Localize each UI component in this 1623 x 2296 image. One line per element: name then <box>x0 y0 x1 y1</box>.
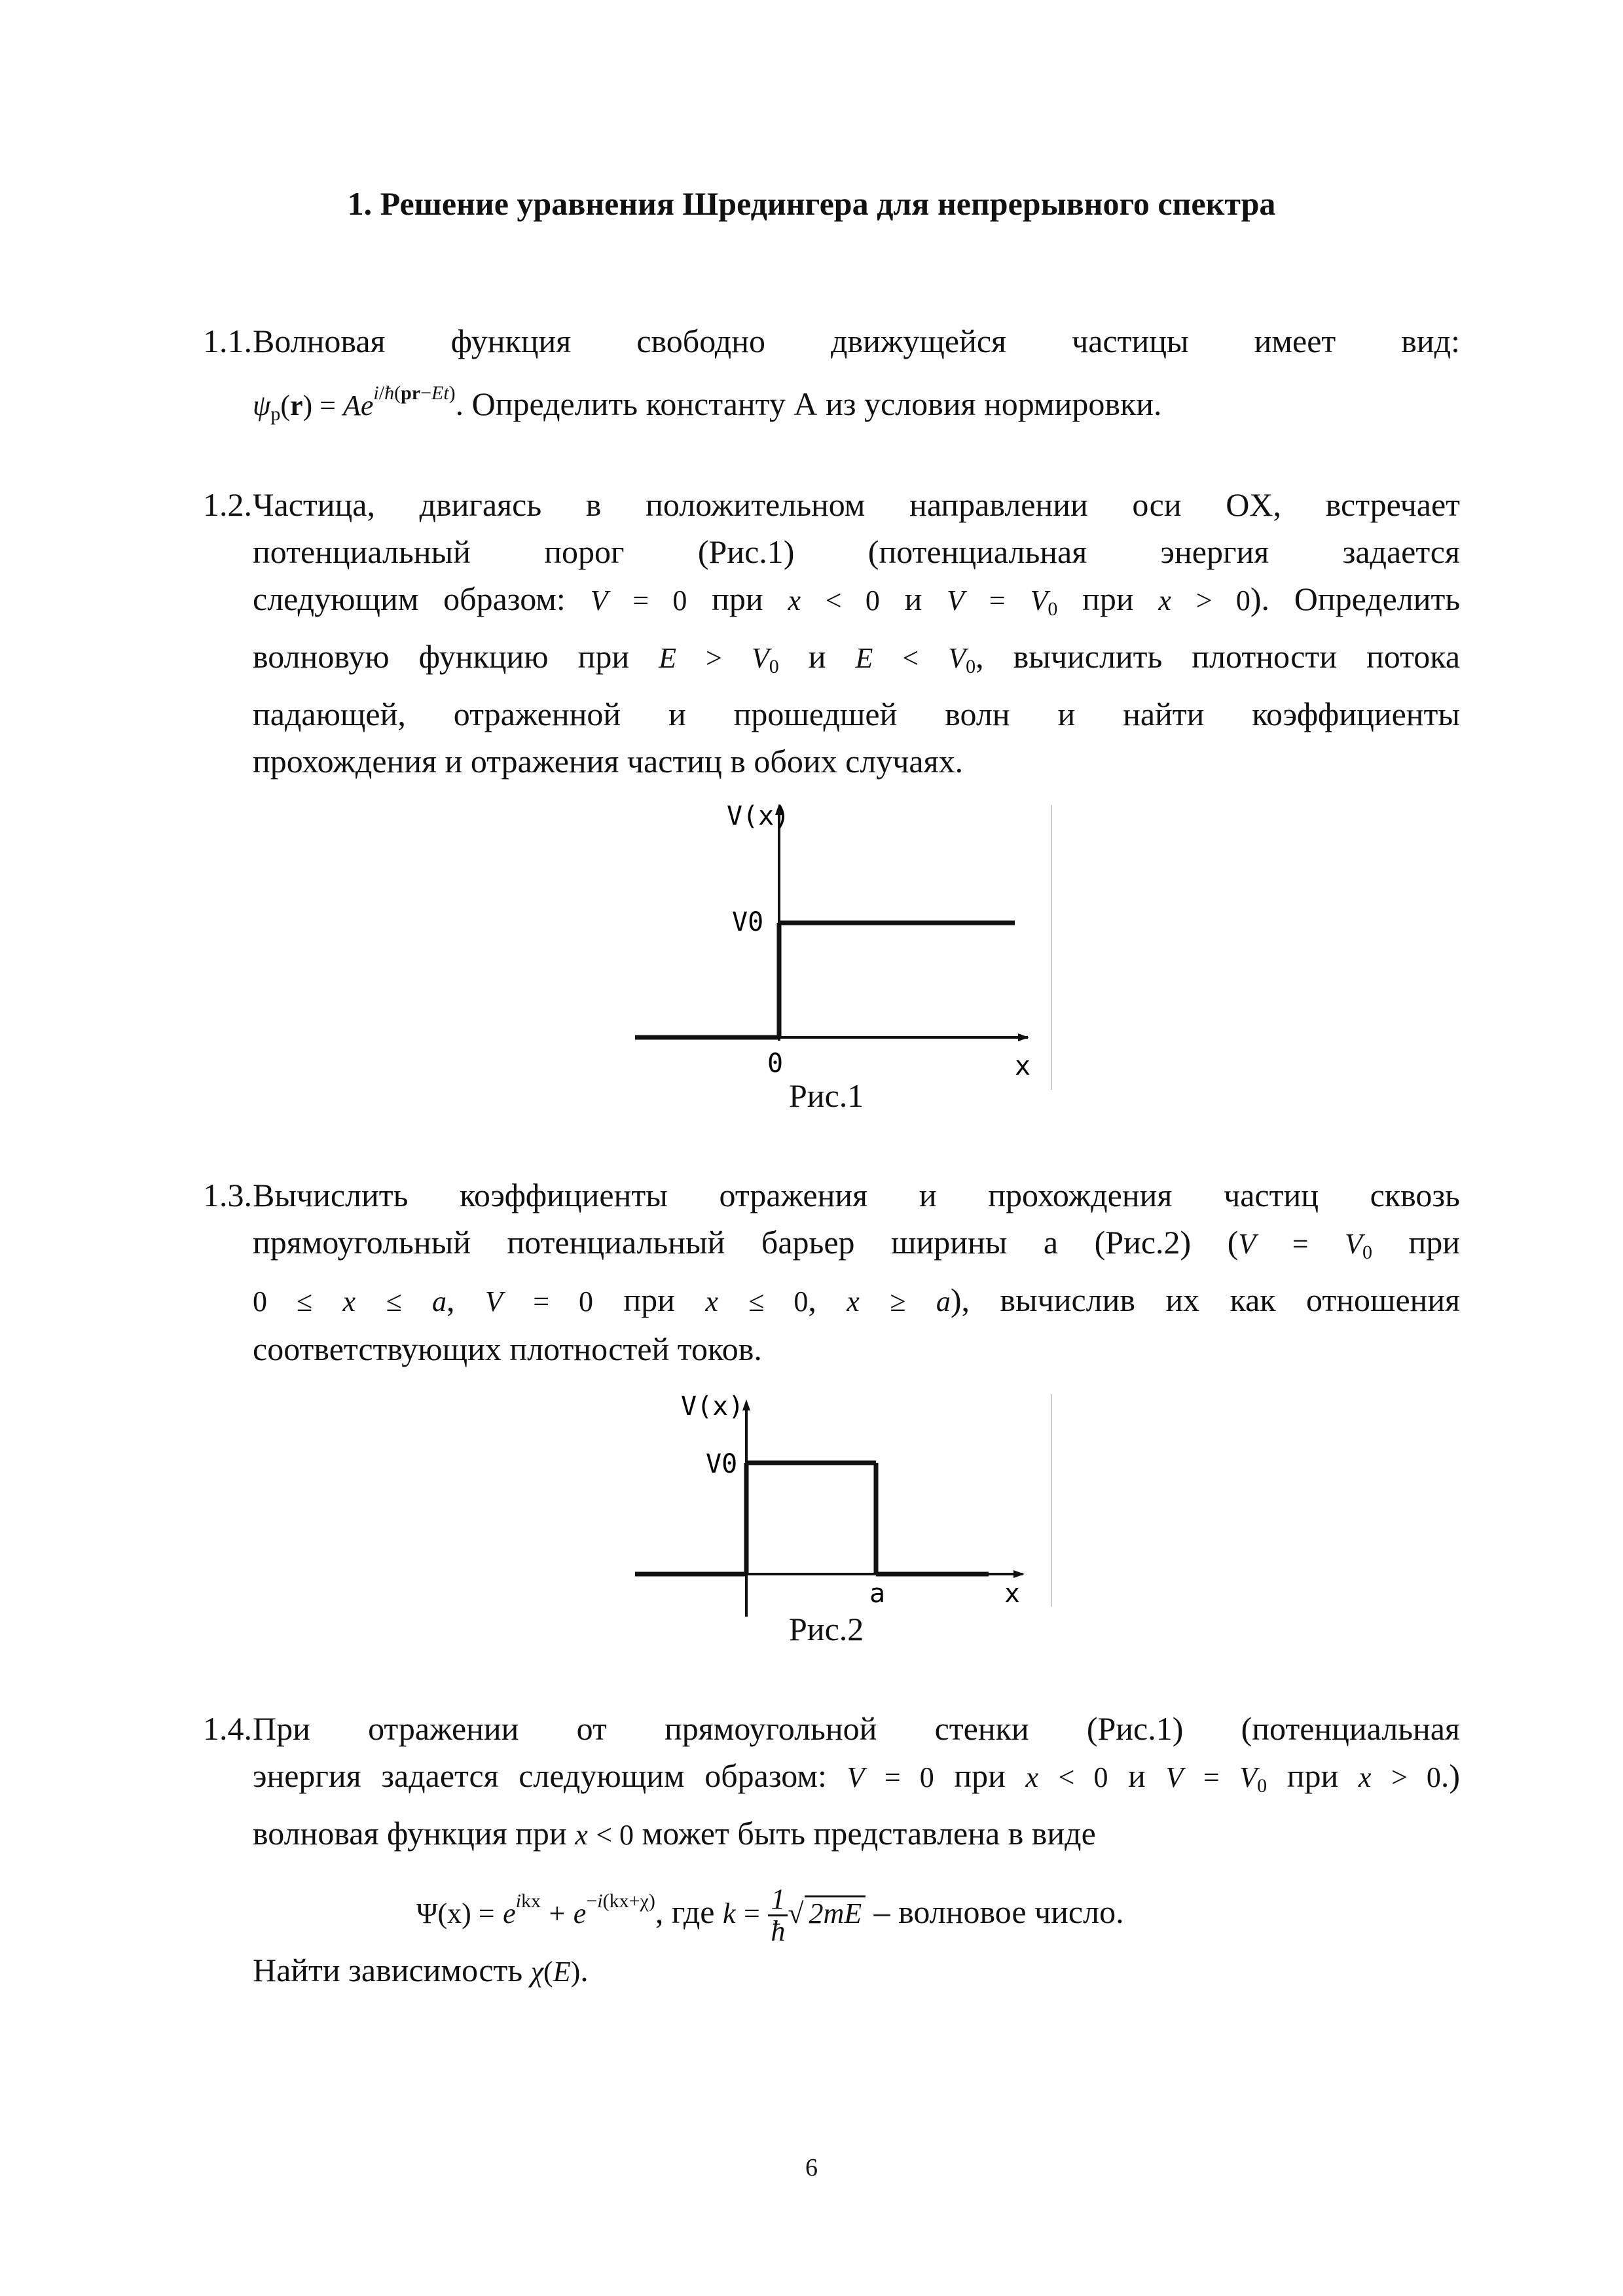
text-fragment: прямоугольный потенциальный барьер ширины а (Рис.2) ( <box>253 1224 1239 1261</box>
text-line: прямоугольный потенциальный барьер ширины а (Рис.2) ($V = V_0$ при <box>253 1224 1461 1263</box>
problem-text: . Определить константу А из условия нормировки. <box>455 386 1162 422</box>
v0-label: V0 <box>732 907 764 937</box>
text-line: Частица, двигаясь в положительном направлении оси OX, встречает <box>253 486 1460 523</box>
wavefunction-formula: $\psi_p(r) = Ae^{i/ħ(pr-Et)}$ <box>253 382 456 425</box>
fraction-1-over-hbar: $\frac{1}{ħ}$ <box>768 1884 788 1946</box>
problem-1-1 <box>203 317 1460 438</box>
text-fragment: , где <box>655 1893 715 1930</box>
problem-number: 1.2. <box>203 486 252 523</box>
wavefunction-line: $\Psi(x) = e^{ikx} + e^{-i(kx+\chi)}$, где k = $\frac{1}{ħ}$ √ 2mE – волновое число. <box>416 1883 1124 1948</box>
text-fragment: и <box>1128 1757 1146 1794</box>
problem-1-3 <box>203 1172 1460 1372</box>
text-fragment: энергия задается следующим образом: <box>253 1757 827 1794</box>
section-title: 1. Решение уравнения Шредингера для непрерывного спектра <box>347 185 1276 222</box>
text-fragment: ), вычислив их как отношения <box>950 1282 1461 1318</box>
text-line: При отражении от прямоугольной стенки (Рис.1) (потенциальная <box>253 1710 1460 1747</box>
width-label: a <box>869 1579 886 1609</box>
y-axis-label: V(x) <box>727 801 790 831</box>
text-line: Волновая функция свободно движущейся частицы имеет вид: <box>253 323 1460 359</box>
problem-number: 1.1. <box>203 323 252 359</box>
text-fragment: при <box>712 581 763 617</box>
text-line: 0 ≤ x ≤ a, V = 0 при x ≤ 0, x ≥ a), вычислив их как отношения <box>253 1282 1461 1318</box>
text-fragment: при <box>1286 1757 1339 1794</box>
text-line: волновую функцию при $E > V_0$ и $E < V_0$, вычислить плотности потока <box>253 638 1461 677</box>
text-fragment: – волновое число. <box>873 1893 1124 1930</box>
text-fragment: и <box>904 581 922 617</box>
y-axis-label: V(x) <box>681 1391 744 1422</box>
v0-label: V0 <box>706 1449 738 1479</box>
text-line: следующим образом: V = 0 при x < 0 и $V = V_0$ при x > 0). Определить <box>253 581 1461 620</box>
text-fragment: следующим образом: <box>253 581 566 617</box>
page-number: 6 <box>805 2154 818 2181</box>
problem-1-2 <box>203 481 1460 785</box>
text-fragment: при <box>623 1282 675 1318</box>
text-fragment: при <box>954 1757 1006 1794</box>
x-axis-arrow <box>1018 1033 1029 1041</box>
text-fragment: волновую функцию при <box>253 638 630 675</box>
text-line: прохождения и отражения частиц в обоих случаях. <box>253 743 964 780</box>
text-fragment: Найти зависимость <box>253 1952 523 1988</box>
text-line: волновая функция при x < 0 может быть представлена в виде <box>253 1815 1096 1852</box>
x-axis-arrow <box>1013 1570 1025 1578</box>
figure-2-caption: Рис.2 <box>789 1611 864 1647</box>
problem-number: 1.3. <box>203 1177 252 1213</box>
origin-label: 0 <box>767 1049 784 1079</box>
text-line: Найти зависимость χ(E). <box>253 1952 589 1988</box>
text-line <box>253 370 1460 438</box>
psi-formula: $\Psi(x) = e^{ikx} + e^{-i(kx+\chi)}$ <box>416 1890 655 1929</box>
figure-1-caption: Рис.1 <box>789 1077 864 1114</box>
text-line: падающей, отраженной и прошедшей волн и найти коэффициенты <box>253 696 1460 732</box>
figure-1 <box>622 792 1061 1109</box>
text-fragment: вычислить плотности потока <box>1013 638 1461 675</box>
problem-1-4 <box>203 1705 1460 1996</box>
x-axis-label: x <box>1004 1579 1021 1609</box>
x-axis-label: x <box>1015 1051 1031 1081</box>
step-potential-plot <box>622 792 1061 1106</box>
text-fragment: может быть представлена в виде <box>642 1815 1096 1852</box>
text-line: потенциальный порог (Рис.1) (потенциальная энергия задается <box>253 533 1460 570</box>
figure-2 <box>622 1381 1061 1633</box>
text-line: энергия задается следующим образом: V = 0 при x < 0 и $V = V_0$ при x > 0.) <box>253 1757 1460 1797</box>
problem-number: 1.4. <box>203 1710 252 1747</box>
barrier-potential-plot <box>622 1381 1061 1630</box>
text-fragment: волновая функция при <box>253 1815 567 1852</box>
text-fragment: при <box>1082 581 1134 617</box>
text-fragment: Определить <box>1294 581 1461 617</box>
text-line: Вычислить коэффициенты отражения и прохождения частиц сквозь <box>253 1177 1460 1213</box>
text-line: соответствующих плотностей токов. <box>253 1331 762 1367</box>
sqrt-2mE: 2mE <box>805 1895 866 1930</box>
text-fragment: и <box>808 638 826 675</box>
text-fragment: при <box>1408 1224 1461 1261</box>
